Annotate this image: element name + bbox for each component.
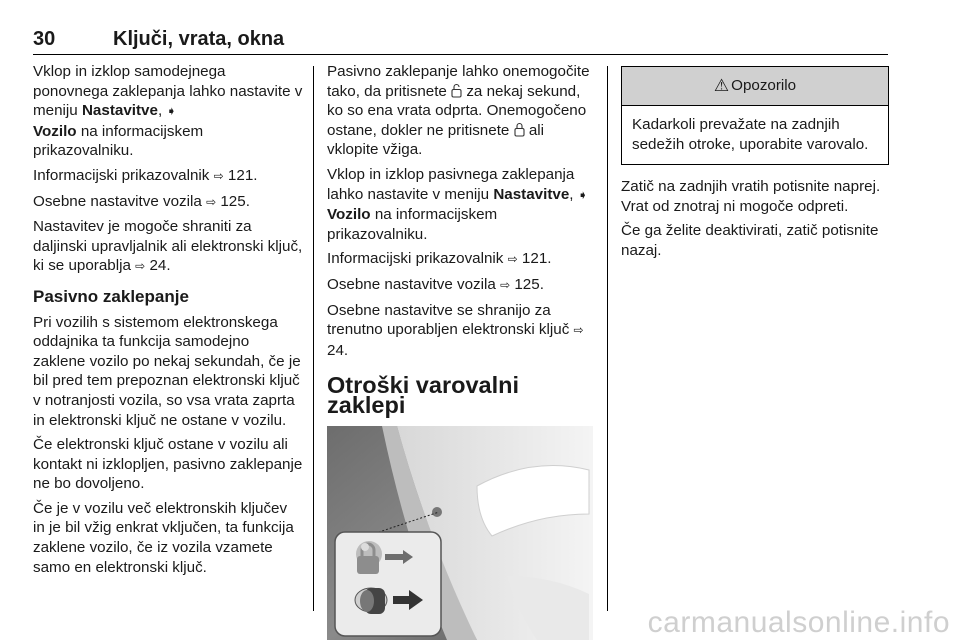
page-title: Ključi, vrata, okna xyxy=(113,28,285,50)
menu-term-vehicle: Vozilo xyxy=(327,206,371,224)
text-span: Nastavitev je mogoče shraniti za daljinski upravljalnik ali elektronski ključ, ki se uporablja xyxy=(33,218,303,275)
paragraph-multiple-keys: Če je v vozilu več elektronskih ključev in je bil vžig enkrat vključen, ta funkcija zaklene vozilo, če iz vozila vzamete samo en elektronski ključ. xyxy=(33,499,294,576)
column-divider-left xyxy=(313,66,314,611)
paragraph-lock-deactivate: Če ga želite deaktivirati, zatič potisnite nazaj. xyxy=(621,222,879,259)
reference-page: 125. xyxy=(514,275,544,293)
menu-term-settings: Nastavitve xyxy=(81,102,158,120)
child-lock-illustration xyxy=(327,426,597,640)
paragraph-disable-passive xyxy=(327,62,597,160)
paragraph-key-storage xyxy=(33,217,303,277)
warning-triangle-icon: ⚠ xyxy=(713,76,730,96)
reference-info-display xyxy=(327,249,597,270)
reference-vehicle-settings xyxy=(33,192,303,213)
text-span: Osebne nastavitve se shranijo za trenutno uporabljen elektronski ključ xyxy=(327,301,574,339)
ref-arrow-icon: ⇨ xyxy=(213,168,224,183)
text-span: Osebne nastavitve vozila xyxy=(33,192,207,210)
paragraph-lock-activate: Zatič na zadnjih vratih potisnite naprej. Vrat od znotraj ni mogoče odpreti. xyxy=(621,178,881,215)
section-heading-child-locks: Otroški varovalni zaklepi xyxy=(327,372,519,418)
text-span: , xyxy=(157,102,167,120)
text-span: , xyxy=(569,185,578,203)
column-divider-right xyxy=(607,66,608,611)
text-span: Osebne nastavitve vozila xyxy=(327,275,501,293)
reference-page: 24. xyxy=(149,257,171,275)
text-span: Informacijski prikazovalnik xyxy=(33,166,214,184)
section-heading-passive-locking: Pasivno zaklepanje xyxy=(33,286,189,306)
text-span: Informacijski prikazovalnik xyxy=(327,250,508,268)
page-number: 30 xyxy=(33,28,56,50)
lock-icon xyxy=(514,122,525,139)
text-span: za nekaj sekund, ko so ena vrata odprta. Onemogočeno ostane, dokler ne pritisnete xyxy=(327,82,587,139)
paragraph-auto-relock xyxy=(33,62,303,161)
reference-page: 121. xyxy=(227,166,258,184)
reference-page: 24. xyxy=(327,341,349,359)
text-span: ali vklopite vžiga. xyxy=(327,121,545,159)
paragraph-key-inside: Če elektronski ključ ostane v vozilu ali kontakt ni izklopljen, pasivno zaklepanje ne bo dovoljeno. xyxy=(33,436,303,493)
text-span: na informacijskem prikazovalniku. xyxy=(327,206,498,243)
menu-term-vehicle: Vozilo xyxy=(33,122,77,140)
warning-title: Opozorilo xyxy=(731,77,797,95)
column-3 xyxy=(621,62,889,266)
ref-arrow-icon: ⇨ xyxy=(135,259,146,274)
reference-vehicle-settings xyxy=(327,275,597,296)
paragraph-settings-saved xyxy=(327,301,597,361)
warning-header xyxy=(622,67,888,106)
arrow-right-icon: ➧ xyxy=(577,187,588,202)
paragraph-passive-setting xyxy=(327,165,597,244)
column-1 xyxy=(33,62,303,582)
header-rule xyxy=(33,54,888,55)
reference-page: 125. xyxy=(220,192,250,210)
warning-body: Kadarkoli prevažate na zadnjih sedežih otroke, uporabite varovalo. xyxy=(632,116,869,153)
text-span: Vklop in izklop samodejnega ponovnega zaklepanja lahko nastavite v meniju xyxy=(33,63,303,120)
reference-page: 121. xyxy=(521,250,552,268)
unlock-icon xyxy=(451,83,462,100)
warning-box xyxy=(621,66,889,165)
arrow-right-icon: ➧ xyxy=(166,104,177,119)
watermark: carmanualsonline.info xyxy=(647,606,950,639)
menu-term-settings: Nastavitve xyxy=(493,185,570,203)
ref-arrow-icon: ⇨ xyxy=(206,194,217,209)
text-span: Pasivno zaklepanje lahko onemogočite tako, da pritisnete xyxy=(327,63,590,100)
reference-info-display xyxy=(33,166,303,187)
column-2 xyxy=(327,62,597,640)
text-span: Vklop in izklop pasivnega zaklepanja lahko nastavite v meniju xyxy=(327,165,575,203)
ref-arrow-icon: ⇨ xyxy=(573,323,584,338)
text-span: na informacijskem prikazovalniku. xyxy=(33,122,204,160)
ref-arrow-icon: ⇨ xyxy=(507,252,518,267)
paragraph-passive-locking: Pri vozilih s sistemom elektronskega oddajnika ta funkcija samodejno zaklene vozilo po nekaj sekundah, če je bil pred tem prepoznan elektronski ključ v notranjosti vozila, so vsa vrata zaprta in elektronski ključ ne ostane v vozilu. xyxy=(33,313,301,429)
ref-arrow-icon: ⇨ xyxy=(500,277,511,292)
